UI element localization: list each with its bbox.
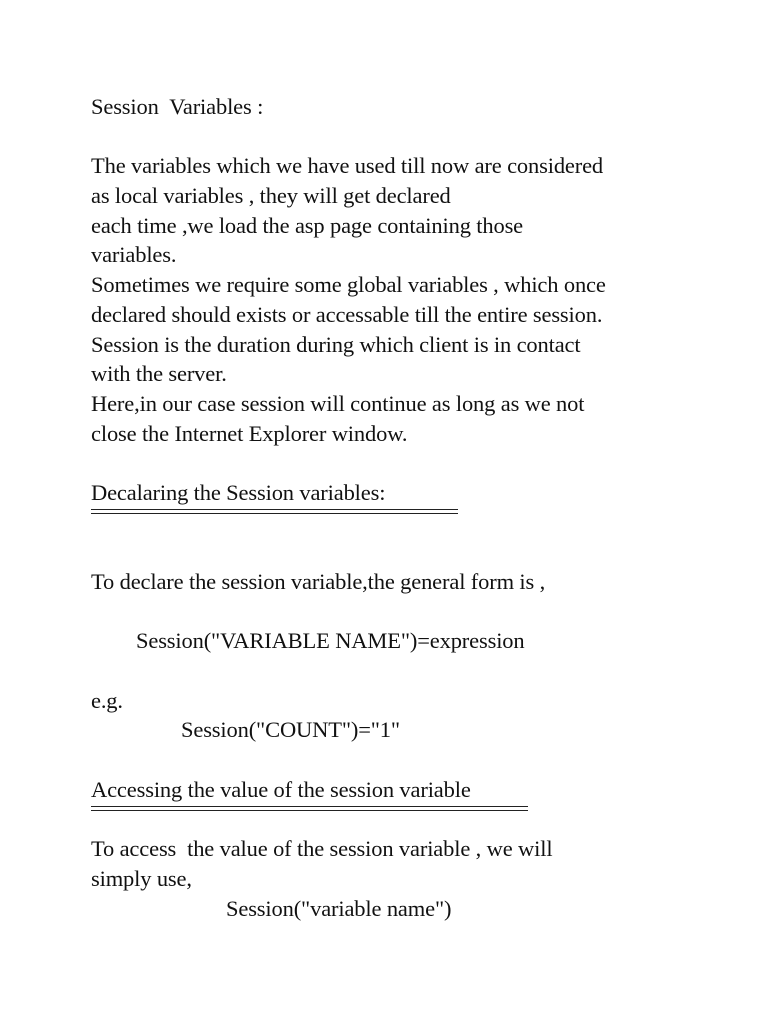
spacer <box>91 537 731 567</box>
spacer <box>91 597 731 627</box>
spacer <box>91 745 731 775</box>
example-label: e.g. <box>91 687 123 713</box>
intro-line-3: each time ,we load the asp page containing those <box>91 212 524 238</box>
spacer <box>91 448 731 478</box>
intro-line-10: close the Internet Explorer window. <box>91 420 408 446</box>
intro-line-6: declared should exists or accessable till the entire session. <box>91 301 603 327</box>
accessing-title: Accessing the value of the session variable <box>91 776 471 802</box>
intro-line-9: Here,in our case session will continue as long as we not <box>91 390 585 416</box>
double-underline-rule <box>91 805 731 835</box>
section-heading: Session Variables : <box>91 94 264 119</box>
double-underline-rule <box>91 508 731 538</box>
intro-line-4: variables. <box>91 242 177 268</box>
accessing-text-line-1: To access the value of the session variable , we will <box>91 836 553 862</box>
intro-line-1: The variables which we have used till now are considered <box>91 153 604 179</box>
intro-line-2: as local variables , they will get declared <box>91 183 451 209</box>
intro-line-5: Sometimes we require some global variables , which once <box>91 272 606 298</box>
intro-line-8: with the server. <box>91 361 227 387</box>
example-code: Session("COUNT")="1" <box>181 717 400 743</box>
declaring-title: Decalaring the Session variables: <box>91 479 386 505</box>
general-form-text: To declare the session variable,the general form is , <box>91 569 546 594</box>
spacer <box>91 656 731 686</box>
syntax-code: Session("VARIABLE NAME")=expression <box>136 628 525 654</box>
accessing-code: Session("variable name") <box>226 895 452 921</box>
accessing-text-line-2: simply use, <box>91 865 192 891</box>
document-page <box>91 92 731 923</box>
spacer <box>91 122 731 152</box>
intro-line-7: Session is the duration during which client is in contact <box>91 331 581 357</box>
